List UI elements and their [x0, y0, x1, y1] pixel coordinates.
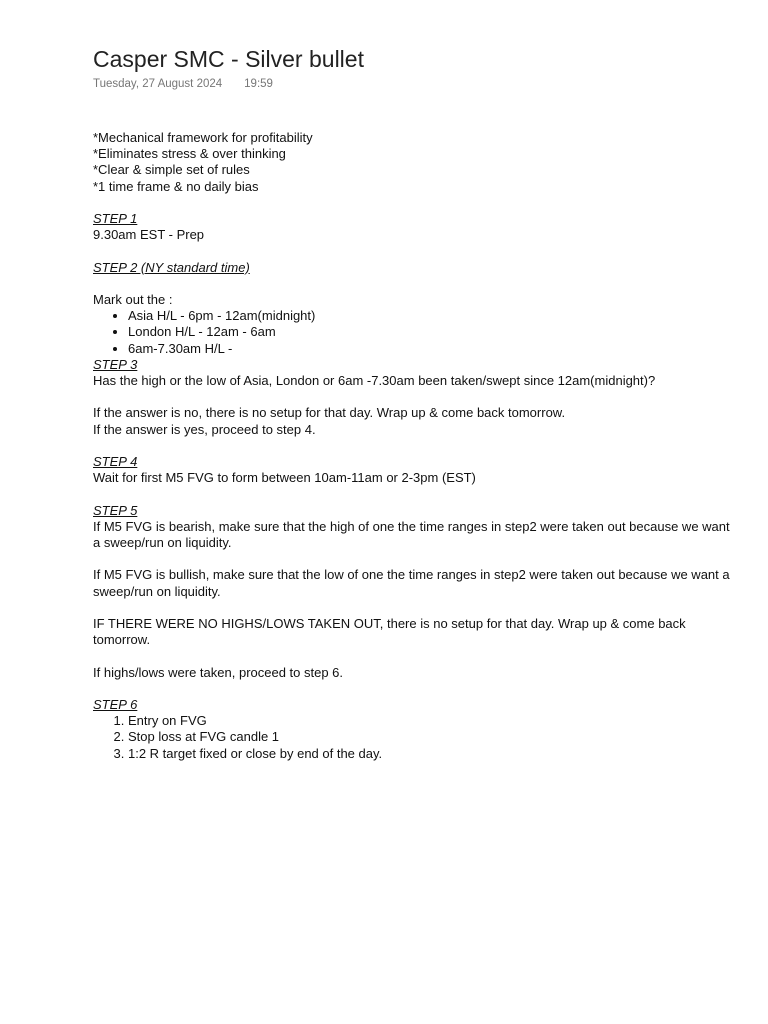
step5-bullish: If M5 FVG is bullish, make sure that the low of one the time ranges in step2 were taken out because we want a sweep/run on liquidity.	[93, 567, 734, 599]
step5-bearish: If M5 FVG is bearish, make sure that the high of one the time ranges in step2 were taken out because we want a sweep/run on liquidity.	[93, 518, 734, 550]
step1-heading: STEP 1	[93, 211, 138, 226]
step4-text: Wait for first M5 FVG to form between 10am-11am or 2-3pm (EST)	[93, 470, 476, 486]
intro-line: *Clear & simple set of rules	[93, 162, 250, 178]
spacer	[93, 438, 733, 454]
spacer	[93, 681, 733, 697]
spacer	[93, 551, 733, 567]
step3-question: Has the high or the low of Asia, London or 6am -7.30am been taken/swept since 12am(midnight)?	[93, 373, 656, 388]
spacer	[93, 389, 733, 405]
intro-line: *Mechanical framework for profitability	[93, 130, 313, 145]
spacer	[93, 195, 733, 211]
step2-intro: Mark out the :	[93, 291, 173, 307]
step5-none: IF THERE WERE NO HIGHS/LOWS TAKEN OUT, there is no setup for that day. Wrap up & come back tomorrow.	[93, 615, 690, 648]
step2-heading: STEP 2 (NY standard time)	[93, 259, 250, 275]
list-item: 2. Stop loss at FVG candle 1	[128, 729, 733, 745]
step3-no: If the answer is no, there is no setup for that day. Wrap up & come back tomorrow.	[93, 405, 566, 421]
note-body	[93, 130, 733, 762]
step5-heading: STEP 5	[93, 502, 138, 518]
step6-numbered-list	[93, 713, 733, 762]
intro-line: *1 time frame & no daily bias	[93, 178, 259, 194]
list-item: • 6am-7.30am H/L -	[128, 341, 733, 357]
step3-yes: If the answer is yes, proceed to step 4.	[93, 421, 316, 437]
note-meta	[93, 76, 733, 92]
list-item: 1. Entry on FVG	[128, 713, 733, 729]
list-item: • Asia H/L - 6pm - 12am(midnight)	[128, 308, 733, 324]
note-time: 19:59	[244, 78, 273, 90]
step1-text: 9.30am EST - Prep	[93, 227, 205, 243]
intro-line: *Eliminates stress & over thinking	[93, 146, 286, 162]
step2-bullet-list	[93, 308, 733, 357]
spacer	[93, 486, 733, 502]
note-date: Tuesday, 27 August 2024	[93, 78, 223, 90]
list-item: 3. 1:2 R target fixed or close by end of the day.	[128, 746, 733, 762]
step3-heading: STEP 3	[93, 356, 138, 372]
step6-heading: STEP 6	[93, 696, 138, 712]
step5-taken: If highs/lows were taken, proceed to step 6.	[93, 664, 344, 680]
spacer	[93, 276, 733, 292]
spacer	[93, 648, 733, 664]
list-item: • London H/L - 12am - 6am	[128, 324, 733, 340]
note-header	[93, 43, 733, 92]
spacer	[93, 243, 733, 259]
step4-heading: STEP 4	[93, 453, 138, 469]
page-title: Casper SMC - Silver bullet	[93, 46, 364, 72]
spacer	[93, 600, 733, 616]
